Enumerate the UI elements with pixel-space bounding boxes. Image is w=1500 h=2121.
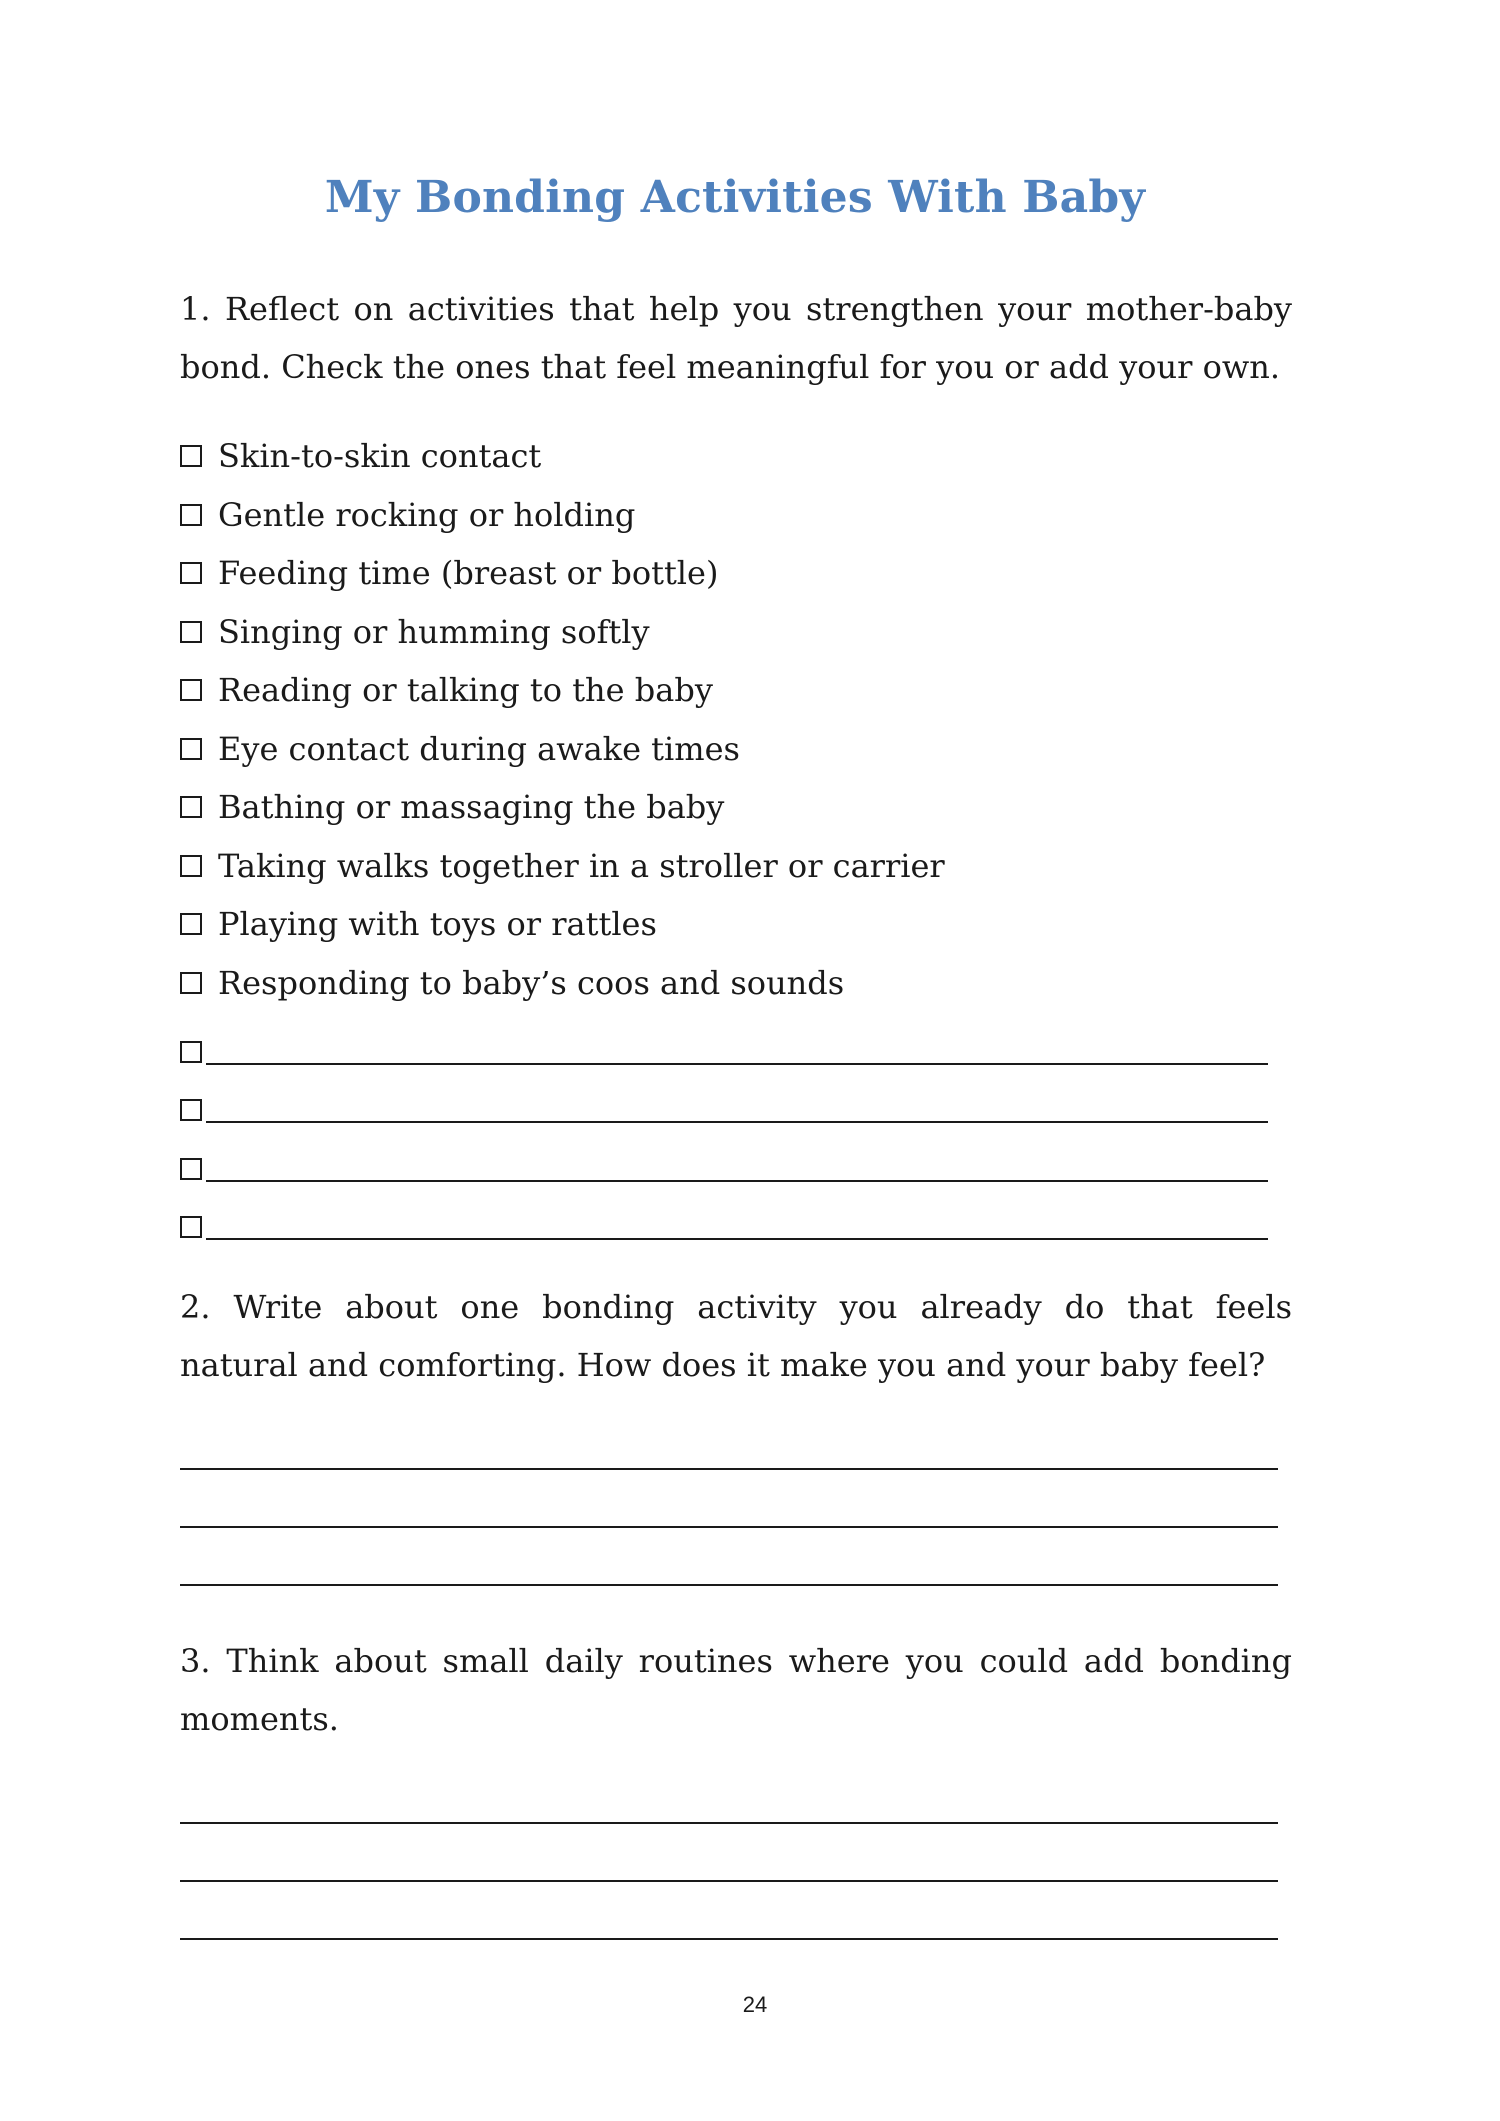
checklist-item[interactable] [180, 720, 1300, 779]
checklist-blank-item[interactable] [180, 1012, 1300, 1071]
checkbox-icon[interactable] [180, 972, 202, 994]
checkbox-icon[interactable] [180, 562, 202, 584]
question-2-text: 2. Write about one bonding activity you already do that feels natural and comforting. How does it make you and your baby feel? [180, 1288, 1292, 1384]
activity-checklist [180, 427, 1300, 1246]
checklist-item[interactable] [180, 837, 1300, 896]
question-2-answer-area[interactable] [180, 1468, 1278, 1642]
question-3-answer-area[interactable] [180, 1822, 1278, 1996]
write-in-line[interactable] [206, 1120, 1268, 1123]
checklist-item-label: Eye contact during awake times [218, 729, 740, 768]
answer-line[interactable] [180, 1822, 1278, 1824]
checkbox-icon[interactable] [180, 621, 202, 643]
checkbox-icon[interactable] [180, 679, 202, 701]
checkbox-icon[interactable] [180, 855, 202, 877]
answer-line[interactable] [180, 1526, 1278, 1528]
answer-line[interactable] [180, 1880, 1278, 1882]
checklist-item[interactable] [180, 544, 1300, 603]
checklist-item-label: Feeding time (breast or bottle) [218, 554, 719, 593]
page-number: 24 [742, 1992, 768, 2017]
checkbox-icon[interactable] [180, 796, 202, 818]
checklist-item-label: Playing with toys or rattles [218, 905, 657, 944]
checklist-item-label: Responding to baby’s coos and sounds [218, 963, 845, 1002]
checkbox-icon[interactable] [180, 1216, 202, 1238]
checklist-item-label: Taking walks together in a stroller or carrier [218, 846, 945, 885]
checkbox-icon[interactable] [180, 1099, 202, 1121]
checklist-item-label: Skin-to-skin contact [218, 437, 542, 476]
checklist-item-label: Gentle rocking or holding [218, 495, 636, 534]
checklist-item[interactable] [180, 486, 1300, 545]
checklist-item[interactable] [180, 603, 1300, 662]
checklist-item[interactable] [180, 778, 1300, 837]
question-1-text: 1. Reflect on activities that help you strengthen your mother-baby bond. Check the ones that feel meaningful for you or add your own. [180, 290, 1292, 386]
checklist-item-label: Singing or humming softly [218, 612, 650, 651]
answer-line[interactable] [180, 1584, 1278, 1586]
write-in-line[interactable] [206, 1062, 1268, 1065]
checklist-item[interactable] [180, 895, 1300, 954]
checklist-item-label: Bathing or massaging the baby [218, 788, 725, 827]
checklist-blank-item[interactable] [180, 1129, 1300, 1188]
checkbox-icon[interactable] [180, 738, 202, 760]
checklist-item[interactable] [180, 954, 1300, 1013]
checklist-item[interactable] [180, 427, 1300, 486]
checklist-blank-item[interactable] [180, 1188, 1300, 1247]
question-3-text: 3. Think about small daily routines where you could add bonding moments. [180, 1642, 1292, 1738]
checkbox-icon[interactable] [180, 913, 202, 935]
checklist-item[interactable] [180, 661, 1300, 720]
checklist-item-label: Reading or talking to the baby [218, 671, 713, 710]
checkbox-icon[interactable] [180, 504, 202, 526]
answer-line[interactable] [180, 1938, 1278, 1940]
write-in-line[interactable] [206, 1237, 1268, 1240]
checkbox-icon[interactable] [180, 1158, 202, 1180]
checklist-blank-item[interactable] [180, 1071, 1300, 1130]
checkbox-icon[interactable] [180, 1041, 202, 1063]
write-in-line[interactable] [206, 1179, 1268, 1182]
answer-line[interactable] [180, 1468, 1278, 1470]
page-title: My Bonding Activities With Baby [324, 172, 1146, 223]
checkbox-icon[interactable] [180, 445, 202, 467]
